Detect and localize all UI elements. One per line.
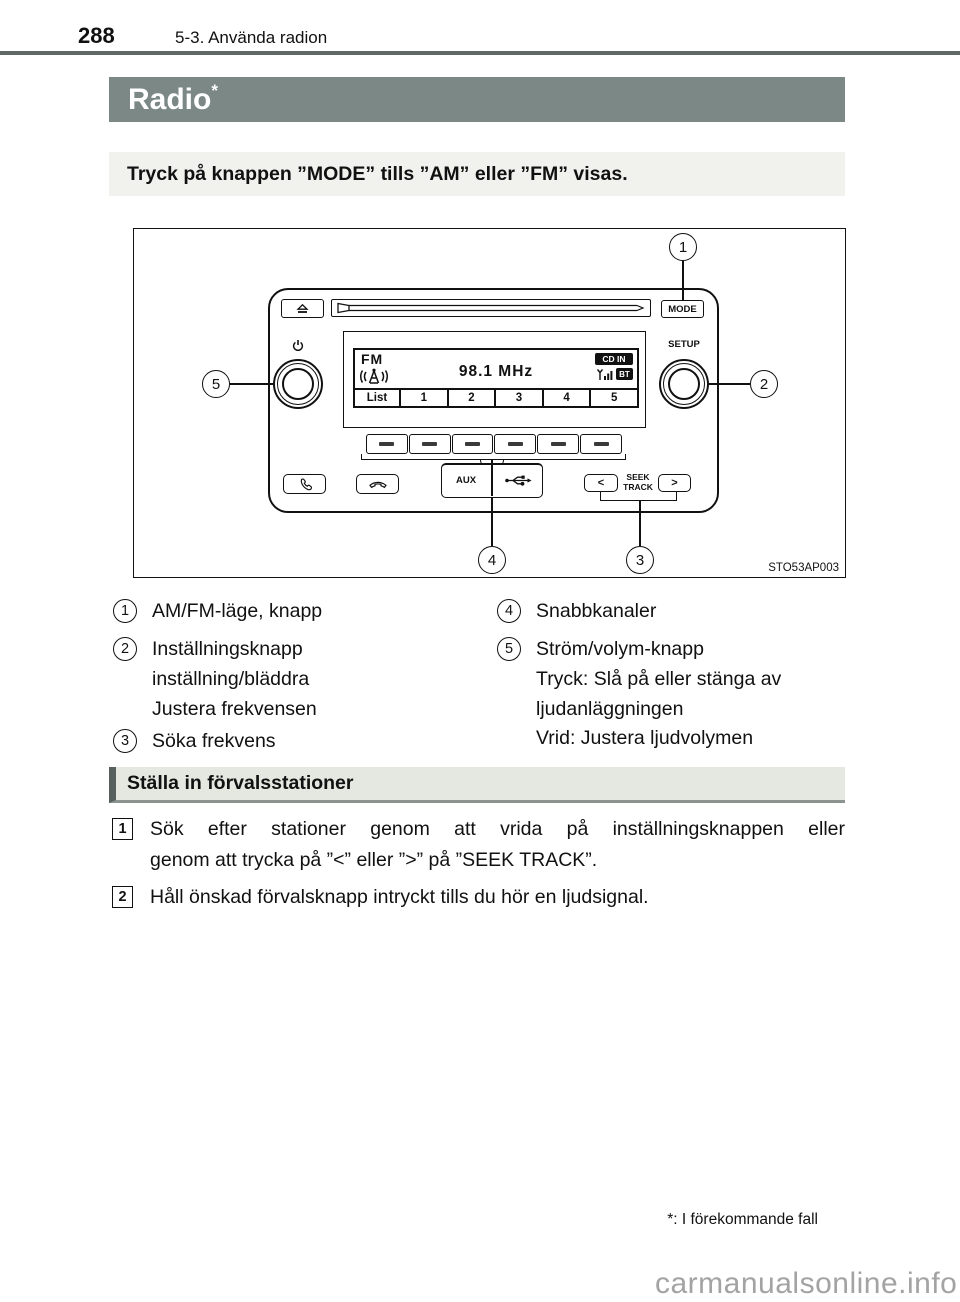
display-cell-3: 3 xyxy=(494,390,542,406)
display-band: FM xyxy=(361,351,384,367)
seek-forward-button xyxy=(658,474,691,492)
eject-icon xyxy=(296,303,309,314)
power-icon xyxy=(291,339,305,353)
legend-item-2: Inställningsknapp xyxy=(152,638,303,660)
display-cell-1: 1 xyxy=(399,390,447,406)
callout-2-line xyxy=(709,383,750,385)
legend-item-5-line3: ljudanläggningen xyxy=(536,698,684,720)
step-2-number: 2 xyxy=(112,886,133,908)
phone-end-icon xyxy=(368,479,388,489)
legend-item-5: Ström/volym-knapp xyxy=(536,638,704,660)
setup-knob-center xyxy=(668,368,700,400)
cd-slot-icon xyxy=(335,302,647,314)
section-breadcrumb: 5-3. Använda radion xyxy=(175,28,328,47)
phone-call-button xyxy=(283,474,326,494)
display-cell-5: 5 xyxy=(589,390,637,406)
figure-code: STO53AP003 xyxy=(768,562,839,574)
callout-1-number: 1 xyxy=(678,238,688,256)
seek-back-label: < xyxy=(597,477,605,489)
step-1-line1: Sök efter stationer genom att vrida på inställningsknappen eller xyxy=(150,818,845,840)
section-header-title: Ställa in förvalsstationer xyxy=(127,772,354,794)
chapter-title-banner xyxy=(109,77,845,122)
legend-item-2-line3: Justera frekvensen xyxy=(152,698,317,720)
legend-callout-4: 4 xyxy=(497,599,521,623)
volume-knob-center xyxy=(282,368,314,400)
step-2-text: Håll önskad förvalsknapp intryckt tills du hör en ljudsignal. xyxy=(150,886,649,908)
callout-1-line xyxy=(682,261,684,300)
callout-4-number: 4 xyxy=(487,551,497,569)
display-screen xyxy=(353,348,639,408)
instruction-box xyxy=(109,152,845,196)
legend-item-1: AM/FM-läge, knapp xyxy=(152,600,323,622)
display-cell-4: 4 xyxy=(542,390,590,406)
callout-3-number: 3 xyxy=(635,551,645,569)
legend-item-4: Snabbkanaler xyxy=(536,600,657,622)
watermark: carmanualsonline.info xyxy=(655,1267,958,1300)
callout-4 xyxy=(478,546,506,574)
preset-button xyxy=(537,434,579,454)
phone-call-icon xyxy=(297,477,313,491)
step-1-number: 1 xyxy=(112,818,133,840)
preset-button xyxy=(409,434,451,454)
legend-callout-5: 5 xyxy=(497,637,521,661)
callout-5-line xyxy=(230,383,273,385)
preset-dash xyxy=(465,442,480,446)
legend-item-2-line2: inställning/bläddra xyxy=(152,668,310,690)
legend-item-5-line2: Tryck: Slå på eller stänga av xyxy=(536,668,782,690)
chapter-title: Radio xyxy=(128,83,212,116)
footnote: *: I förekommande fall xyxy=(667,1211,818,1228)
display-cell-list: List xyxy=(366,392,388,404)
display-frequency: 98.1 MHz xyxy=(458,363,534,380)
step-1-text xyxy=(150,814,845,876)
callout-1 xyxy=(669,233,697,261)
seek-label-line2: TRACK xyxy=(623,481,653,492)
seek-label-line1: SEEK xyxy=(626,472,650,482)
phone-end-button xyxy=(356,474,399,494)
chapter-title-asterisk: * xyxy=(211,81,218,100)
preset-dash xyxy=(551,442,566,446)
callout-2 xyxy=(750,370,778,398)
usb-port-icon xyxy=(504,474,532,492)
aux-port-label: AUX xyxy=(455,475,477,486)
mode-button xyxy=(661,300,704,318)
cd-in-badge: CD IN xyxy=(595,353,633,365)
preset-button xyxy=(580,434,622,454)
setup-label: SETUP xyxy=(668,339,700,350)
signal-strength-icon xyxy=(595,368,613,386)
legend-callout-2: 2 xyxy=(113,637,137,661)
radio-figure xyxy=(133,228,846,578)
preset-button xyxy=(494,434,536,454)
preset-dash xyxy=(379,442,394,446)
callout-3-line xyxy=(639,501,641,546)
callout-5-number: 5 xyxy=(211,375,221,393)
callout-5 xyxy=(202,370,230,398)
header-divider xyxy=(0,51,960,55)
page-number: 288 xyxy=(78,23,115,48)
mode-button-label: MODE xyxy=(668,303,697,315)
cd-slot xyxy=(331,299,651,317)
callout-3 xyxy=(626,546,654,574)
seek-back-button xyxy=(584,474,618,492)
section-header xyxy=(109,767,845,803)
seek-track-label xyxy=(618,473,658,492)
preset-button xyxy=(366,434,408,454)
eject-button xyxy=(281,299,324,318)
aux-usb-divider xyxy=(491,465,493,496)
preset-dash xyxy=(594,442,609,446)
legend-callout-3: 3 xyxy=(113,729,137,753)
preset-buttons xyxy=(366,434,622,454)
legend-callout-1: 1 xyxy=(113,599,137,623)
preset-dash xyxy=(508,442,523,446)
preset-button xyxy=(452,434,494,454)
legend-item-5-line4: Vrid: Justera ljudvolymen xyxy=(536,727,754,749)
step-1-line2: genom att trycka på ”<” eller ”>” på ”SEEK TRACK”. xyxy=(150,849,598,871)
display-preset-row xyxy=(355,388,637,406)
legend-item-3: Söka frekvens xyxy=(152,730,276,752)
preset-dash xyxy=(422,442,437,446)
display-cell-2: 2 xyxy=(447,390,495,406)
callout-3-bracket xyxy=(600,492,677,501)
callout-2-number: 2 xyxy=(759,375,769,393)
bt-badge: BT xyxy=(616,368,633,380)
instruction-text: Tryck på knappen ”MODE” tills ”AM” eller ”FM” visas. xyxy=(127,162,628,185)
seek-forward-label: > xyxy=(671,477,678,489)
